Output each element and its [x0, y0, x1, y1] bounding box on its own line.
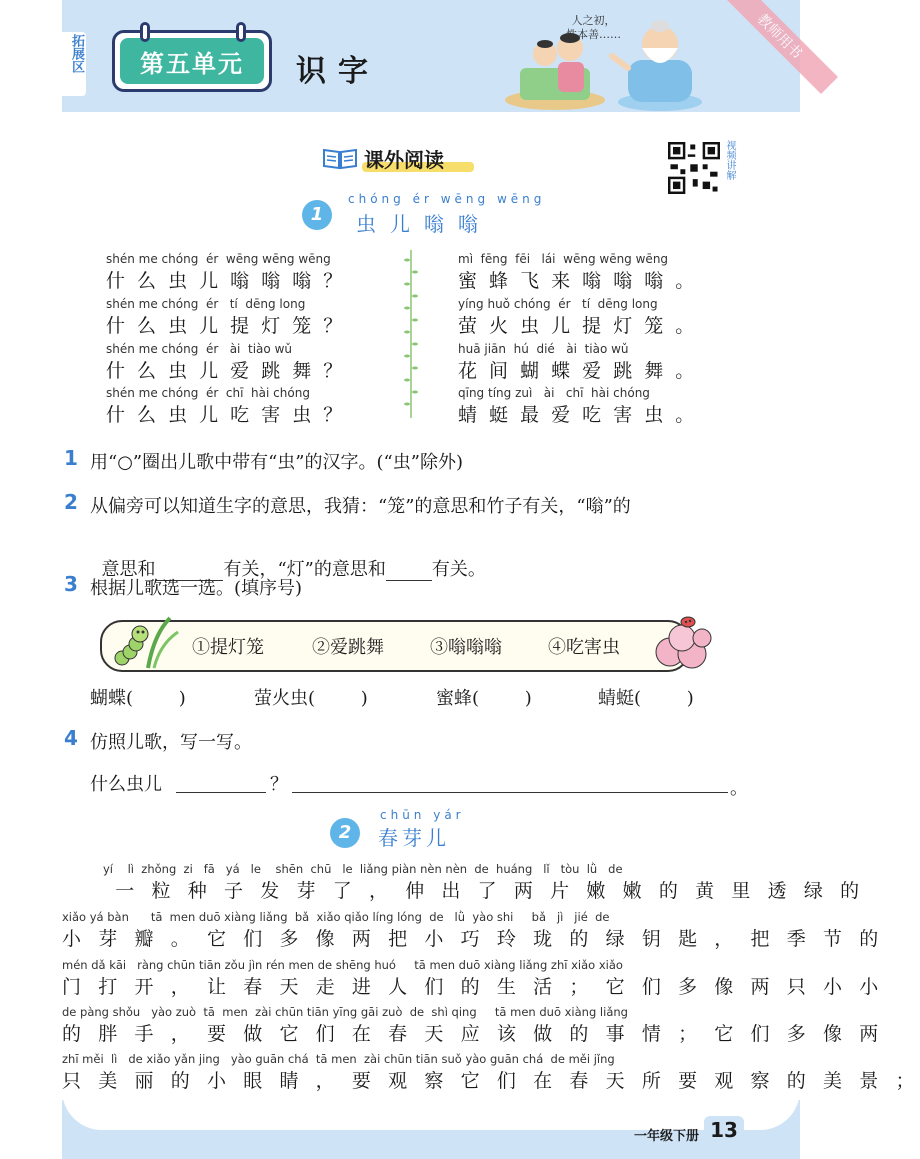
question-text-part: 有关。	[431, 559, 486, 580]
question-number: 1	[64, 446, 78, 470]
question-text: 用“○”圈出儿歌中带有“虫”的汉字。(“虫”除外)	[90, 452, 463, 473]
question-number: 3	[64, 572, 78, 596]
section-heading	[322, 143, 444, 173]
poem-text-line: 萤 火 虫 儿 提 灯 笼 。	[458, 315, 698, 337]
answer-bracket[interactable]: 蜻蜓( )	[598, 688, 694, 709]
qr-code-icon[interactable]	[668, 142, 720, 194]
story-pinyin-line: mén dǎ kāi ràng chūn tiān zǒu jìn rén men de shēng huó tā men duō xiàng liǎng zhī xiǎo xiǎo	[62, 958, 623, 972]
story-pinyin-line: xiǎo yá bàn tā men duō xiàng liǎng bǎ xiǎo qiǎo líng lóng de lǜ yào shi bǎ jì jié de	[62, 910, 610, 924]
story-text-line: 的 胖 手 ， 要 做 它 们 在 春 天 应 该 做 的 事 情 ； 它 们 多 像 两	[62, 1023, 884, 1045]
option-item: ②爱跳舞	[312, 637, 384, 658]
write-prompt: 什么虫儿	[90, 774, 162, 795]
poem-pinyin-line: yíng huǒ chóng ér tí dēng long	[458, 297, 658, 311]
question-text: 从偏旁可以知道生字的意思，我猜：“笼”的意思和竹子有关，“嗡”的	[90, 496, 631, 517]
section-title: 课外阅读	[364, 147, 444, 172]
poem-text-line: 花 间 蝴 蝶 爱 跳 舞 。	[458, 360, 698, 382]
option-item: ①提灯笼	[192, 637, 264, 658]
footer-wave	[62, 1090, 800, 1130]
flower-with-ladybug-icon	[650, 612, 714, 672]
poem-text-line: 什 么 虫 儿 爱 跳 舞 ？	[106, 360, 346, 382]
poem-pinyin-line: huā jiān hú dié ài tiào wǔ	[458, 342, 629, 356]
poem-text-line: 什 么 虫 儿 提 灯 笼 ？	[106, 315, 346, 337]
answer-bracket[interactable]: 蝴蝶( )	[90, 688, 186, 709]
open-book-icon	[322, 146, 358, 170]
unit-label: 第五单元	[140, 50, 244, 78]
story-pinyin-line: de pàng shǒu yào zuò tā men zài chūn tiān yīng gāi zuò de shì qing tā men duō xiàng liǎng	[62, 1005, 628, 1019]
question-mark: ？	[270, 774, 288, 795]
poem-number-badge: 1	[302, 200, 332, 230]
corner-ribbon	[700, 0, 805, 100]
answer-bracket[interactable]: 蜜蜂( )	[436, 688, 532, 709]
poem-pinyin-line: shén me chóng ér tí dēng long	[106, 297, 306, 311]
question-text: 仿照儿歌，写一写。	[90, 732, 252, 753]
poem-pinyin-line: shén me chóng ér ài tiào wǔ	[106, 342, 292, 356]
question-number: 4	[64, 726, 78, 750]
question-number: 2	[64, 490, 78, 514]
story-pinyin-line: yí lì zhǒng zi fā yá le shēn chū le liǎng piàn nèn nèn de huáng lǐ tòu lǜ de	[92, 862, 623, 876]
poem-text-line: 蜜 蜂 飞 来 嗡 嗡 嗡 。	[458, 270, 698, 292]
question-text-part: 意思和	[101, 559, 156, 580]
story-text-line: 一 粒 种 子 发 芽 了 ， 伸 出 了 两 片 嫩 嫩 的 黄 里 透 绿 的	[92, 880, 865, 902]
story-text-line: 只 美 丽 的 小 眼 睛 ， 要 观 察 它 们 在 春 天 所 要 观 察 的 美 景 ；	[62, 1070, 920, 1092]
caterpillar-icon	[108, 614, 182, 670]
poem-title-pinyin: chūn yár	[380, 808, 465, 822]
corner-ribbon-label: 教师用书	[722, 0, 838, 94]
poem-pinyin-line: qīng tíng zuì ài chī hài chóng	[458, 386, 650, 400]
sage-speech: 人之初， 性本善……	[566, 14, 621, 41]
story-text-line: 小 芽 瓣 。 它 们 多 像 两 把 小 巧 玲 珑 的 绿 钥 匙 ， 把 季 节 的	[62, 928, 884, 950]
question-text: 根据儿歌选一选。(填序号)	[90, 578, 303, 599]
end-mark: 。	[730, 778, 748, 799]
question-text-part: 有关，“灯”的意思和	[223, 559, 386, 580]
poem-number-badge: 2	[330, 818, 360, 848]
vine-divider-icon	[404, 250, 418, 418]
story-text-line: 门 打 开 ， 让 春 天 走 进 人 们 的 生 活 ； 它 们 多 像 两 只 小 小	[62, 976, 884, 998]
page-number: 13	[704, 1116, 744, 1144]
qr-caption: 视频讲解	[724, 140, 735, 180]
grade-label: 一年级下册	[634, 1129, 700, 1144]
poem-text-line: 什 么 虫 儿 吃 害 虫 ？	[106, 404, 346, 426]
answer-line[interactable]	[176, 792, 266, 793]
poem-title-pinyin: chóng ér wēng wēng	[348, 192, 546, 206]
answer-line[interactable]	[292, 792, 728, 793]
binder-ring-icon	[140, 22, 150, 42]
side-tab-label: 拓展区	[69, 34, 84, 73]
poem-pinyin-line: shén me chóng ér chī hài chóng	[106, 386, 310, 400]
poem-title: 虫儿嗡嗡	[356, 212, 492, 236]
poem-pinyin-line: mì fēng fēi lái wēng wēng wēng	[458, 252, 669, 266]
option-item: ④吃害虫	[548, 637, 620, 658]
option-item: ③嗡嗡嗡	[430, 637, 502, 658]
poem-text-line: 什 么 虫 儿 嗡 嗡 嗡 ？	[106, 270, 346, 292]
story-pinyin-line: zhī měi lì de xiǎo yǎn jing yào guān chá tā men zài chūn tiān suǒ yào guān chá de měi jǐng	[62, 1052, 615, 1066]
unit-name: 识字	[296, 54, 380, 89]
poem-text-line: 蜻 蜓 最 爱 吃 害 虫 。	[458, 404, 698, 426]
poem-pinyin-line: shén me chóng ér wēng wēng wēng	[106, 252, 331, 266]
answer-bracket[interactable]: 萤火虫( )	[254, 688, 368, 709]
answer-blank[interactable]	[386, 563, 432, 581]
poem-title: 春芽儿	[378, 826, 450, 850]
binder-ring-icon	[236, 22, 246, 42]
